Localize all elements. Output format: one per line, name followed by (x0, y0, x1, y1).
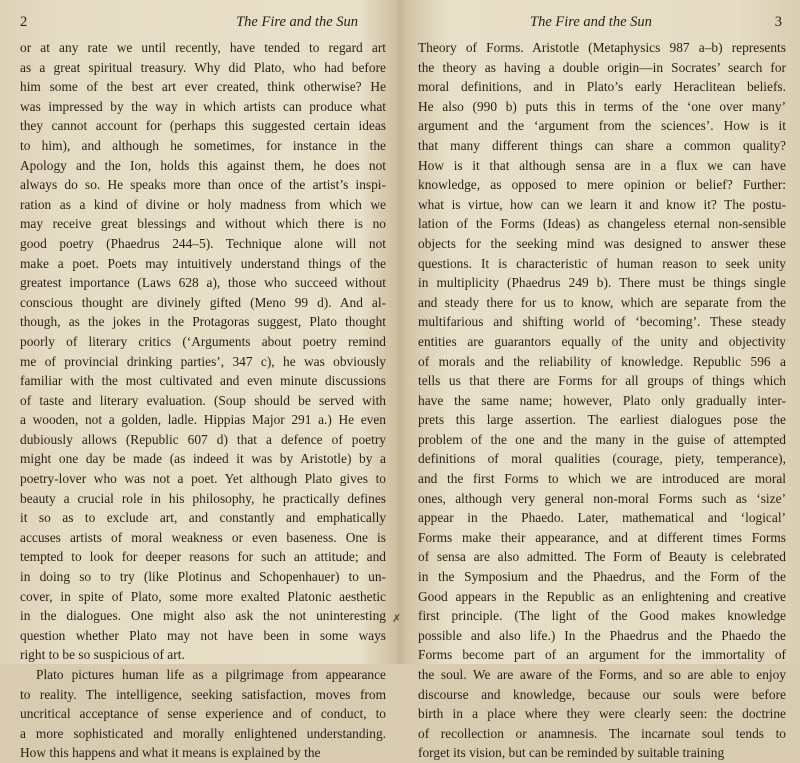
text-line: argument and the ‘argument from the sciences’. How is it (418, 118, 786, 134)
text-line: familiar with the most cultivated and even minute discussions (20, 373, 386, 389)
text-line: in doing so to try (like Plotinus and Schopenhauer) to un- (20, 569, 386, 585)
text-line: appear in the Phaedo. Later, mathematical and ‘logical’ (418, 510, 786, 526)
text-line: might one day be made (as indeed it was by Aristotle) by a (20, 451, 386, 467)
text-line: birth in a place where they were clearly seen: the doctrine (418, 706, 786, 722)
text-line: knowledge, as opposed to mere opinion or belief? Further: (418, 177, 786, 193)
text-line: Forms become part of an argument for the immortality of (418, 647, 786, 663)
text-line: beauty a crucial role in his philosophy, he practically defines (20, 490, 386, 506)
text-line: question whether Plato may not have been in some ways (20, 627, 386, 643)
text-line: problem of the one and the many in the guise of attempted (418, 431, 786, 447)
left-page-header (20, 14, 386, 36)
left-page-body (20, 38, 386, 763)
text-line: lation of the Forms (Ideas) as changeless eternal non-sensible (418, 216, 786, 232)
text-line: first principle. (The light of the Good makes knowledge (418, 608, 786, 624)
text-line: tells us that there are Forms for all groups of things which (418, 373, 786, 389)
text-line: definitions of moral qualities (courage, piety, temperance), (418, 451, 786, 467)
text-line: Plato pictures human life as a pilgrimage from appearance (36, 667, 386, 682)
text-line: make a poet. Poets may intuitively understand things of the (20, 255, 386, 271)
text-line: moral definitions, and in Plato’s early Heraclitean beliefs. (418, 79, 786, 95)
left-running-title: The Fire and the Sun (236, 14, 358, 30)
text-line: ones, although very general non-moral Forms such as ‘size’ (418, 490, 786, 506)
text-line: a wooden, not a golden, ladle. Hippias Major 291 a.) He even (20, 412, 386, 428)
text-line: How is it that although sensa are in a flux we can have (418, 157, 786, 173)
text-line: of sensa are also admitted. The Form of Beauty is celebrated (418, 549, 786, 565)
text-line: uncritical acceptance of sense experience and of conduct, to (20, 706, 386, 722)
text-line: what is virtue, how can we learn it and know it? The postu- (418, 196, 786, 212)
text-line: tempted to look for deeper reasons for such an attitude; and (20, 549, 386, 565)
text-line: conscious thought are divinely gifted (Meno 99 d). And al- (20, 294, 386, 310)
text-line: good poetry (Phaedrus 244–5). Technique alone will not (20, 235, 386, 251)
text-line: entities are guarantors equally of the unity and objectivity (418, 333, 786, 349)
text-line: me of provincial drinking parties’, 347 c), he was obviously (20, 353, 386, 369)
text-line: dubiously allows (Republic 607 d) that a defence of poetry (20, 431, 386, 447)
text-line: always do so. He speaks more than once of the artist’s inspi- (20, 177, 386, 193)
text-line: or at any rate we until recently, have tended to regard art (20, 40, 386, 55)
right-page (400, 0, 800, 761)
text-line: of morals and the reliability of knowledge. Republic 596 a (418, 353, 786, 369)
text-line: ration as a kind of divine or holy madness from which we (20, 196, 386, 212)
text-line: right to be so suspicious of art. (20, 647, 185, 663)
text-line: Theory of Forms. Aristotle (Metaphysics 987 a–b) represents (418, 40, 786, 55)
text-line: forget its vision, but can be reminded by suitable training (418, 745, 725, 761)
right-running-title: The Fire and the Sun (530, 14, 652, 30)
text-line: have the same name; however, Plato only gradually inter- (418, 392, 786, 408)
text-line: greatest importance (Laws 628 a), those who succeed without (20, 275, 386, 291)
text-line: accuses artists of moral weakness or even baseness. One is (20, 529, 386, 545)
text-line: and steady there for us to know, which are separate from the (418, 294, 786, 310)
text-line: him some of the best art ever created, think otherwise? He (20, 79, 386, 95)
left-page (0, 0, 400, 761)
text-line: possible and also life.) In the Phaedrus and the Phaedo the (418, 627, 786, 643)
gutter-pencil-mark: ✗ (392, 613, 402, 625)
text-line: as a great spiritual treasury. Why did Plato, who had before (20, 59, 386, 75)
text-line: in multiplicity (Phaedrus 249 b). There must be things single (418, 275, 786, 291)
text-line: they cannot account for (perhaps this suggested certain ideas (20, 118, 386, 134)
text-line: to him), and although he sometimes, for instance in the (20, 137, 386, 153)
text-line: in the dialogues. One might also ask the not uninteresting (20, 608, 386, 624)
text-line: He also (990 b) puts this in terms of the ‘one over many’ (418, 98, 786, 114)
text-line: multifarious and shifting world of ‘becoming’. These steady (418, 314, 786, 330)
text-line: may receive great blessings and without which there is no (20, 216, 386, 232)
right-page-header (418, 14, 786, 36)
right-page-number: 3 (774, 14, 782, 30)
text-line: that many different things can share a common quality? (418, 137, 786, 153)
text-line: poetry-lover who was not a poet. Yet although Plato gives to (20, 471, 386, 487)
text-line: discourse and knowledge, because our souls were before (418, 686, 786, 702)
text-line: Forms make their appearance, and at different times Forms (418, 529, 786, 545)
text-line: of taste and literary evaluation. (Soup should be served with (20, 392, 386, 408)
text-line: the theory as having a double origin—in Socrates’ search for (418, 59, 786, 75)
text-line: was impressed by the way in which artists can produce what (20, 98, 386, 114)
text-line: it so as to exclude art, and constantly and emphatically (20, 510, 386, 526)
text-line: in the Symposium and the Phaedrus, and the Form of the (418, 569, 786, 585)
text-line: poorly of literary critics (‘Arguments about poetry remind (20, 333, 386, 349)
text-line: the soul. We are aware of the Forms, and so are able to enjoy (418, 667, 786, 682)
text-line: Apology and the Ion, holds this against them, he does not (20, 157, 386, 173)
text-line: cover, in spite of Plato, some more exalted Platonic aesthetic (20, 588, 386, 604)
text-line: and the first Forms to which we are introduced are moral (418, 471, 786, 487)
text-line: objects for the seeking mind was designed to answer these (418, 235, 786, 251)
left-page-number: 2 (20, 14, 28, 30)
text-line: prets this large assertion. The earliest dialogues pose the (418, 412, 786, 428)
text-line: of recollection or anamnesis. The incarnate soul tends to (418, 725, 786, 741)
text-line: a more sophisticated and morally enlightened understanding. (20, 725, 386, 741)
right-page-body (418, 38, 786, 763)
text-line: questions. It is characteristic of human reason to seek unity (418, 255, 786, 271)
text-line: How this happens and what it means is explained by the (20, 745, 321, 761)
text-line: to reality. The intelligence, seeking satisfaction, moves from (20, 686, 386, 702)
text-line: though, as the jokes in the Protagoras suggest, Plato thought (20, 314, 386, 330)
text-line: Good appears in the Republic as an enlightening and creative (418, 588, 786, 604)
